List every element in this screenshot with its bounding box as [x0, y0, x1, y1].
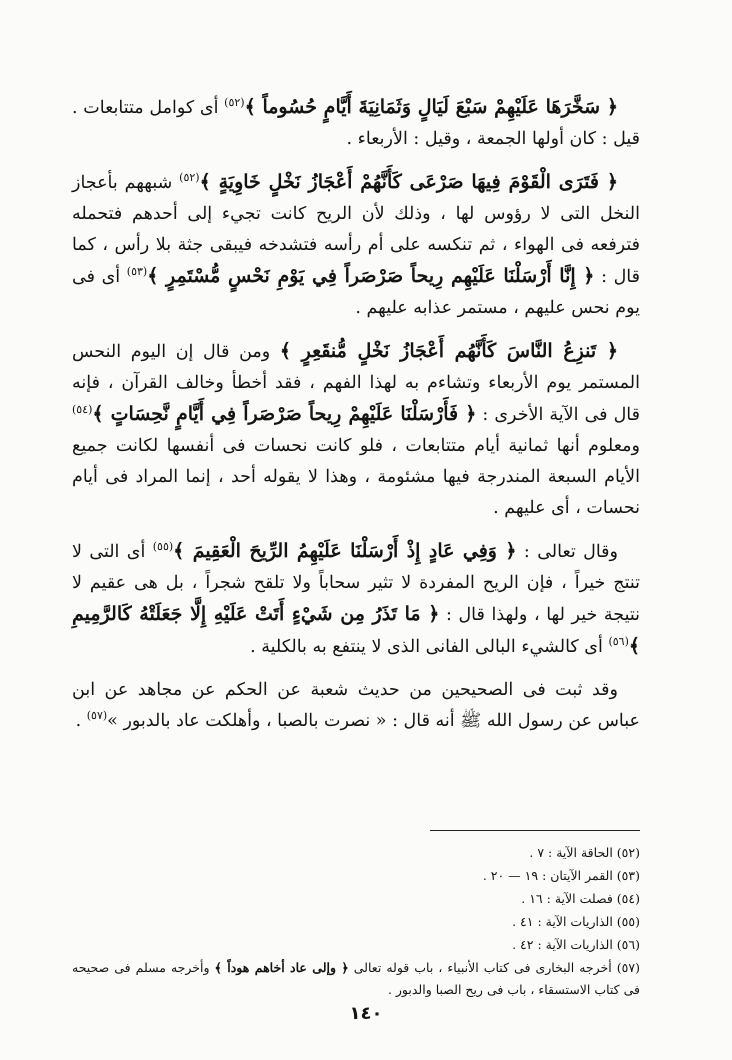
quran-verse: ﴿ مَا تَذَرُ مِن شَيْءٍ أَتَتْ عَلَيْهِ إِلَّا جَعَلَتْهُ كَالرَّمِيمِ ﴾ — [72, 603, 640, 657]
footnote-52 — [72, 842, 640, 864]
quran-verse: ﴿ فَتَرَى الْقَوْمَ فِيهَا صَرْعَى كَأَنَّهُمْ أَعْجَازُ نَخْلٍ خَاوِيَةٍ ﴾ — [199, 171, 618, 193]
quran-verse: ﴿ تَنزِعُ النَّاسَ كَأَنَّهُم أَعْجَازُ نَخْلٍ مُّنقَعِرٍ ﴾ — [279, 340, 618, 362]
paragraph-2 — [72, 167, 640, 324]
footnote-ref[interactable]: (٥٦) — [608, 635, 629, 649]
paragraph-1 — [72, 92, 640, 155]
quran-verse: ﴿ فَأَرْسَلْنَا عَلَيْهِمْ رِيحاً صَرْصَراً فِي أَيَّامٍ نَّحِسَاتٍ ﴾ — [92, 403, 477, 425]
body-text: شبههم بأعجاز النخل التى لا رؤوس لها ، وذلك لأن الريح كانت تجيء إلى أحدهم فتحمله فترفعه فى الهواء ، ثم تنكسه على أم رأسه فتشدخه فيبقى جثة بلا رأس ، كما قال : — [72, 173, 641, 287]
footnote-text: أخرجه البخارى فى كتاب الأنبياء ، باب قوله تعالى — [348, 960, 617, 975]
footnote-ref[interactable]: (٥٣) — [126, 265, 148, 279]
footnote-56 — [72, 934, 640, 956]
quran-verse: ﴿ وَفِي عَادٍ إِذْ أَرْسَلْنَا عَلَيْهِمُ الرِّيحَ الْعَقِيمَ ﴾ — [173, 540, 517, 562]
body-text: أى كالشيء البالى الفانى الذى لا ينتفع به بالكلية . — [250, 637, 609, 657]
footnote-number: (٥٤) — [616, 891, 640, 906]
footnote-number: (٥٥) — [616, 914, 640, 929]
body-text: وقال تعالى : — [516, 542, 618, 562]
footnote-verse: ﴿ وإلى عاد أخاهم هوداً ﴾ — [214, 960, 349, 975]
body-text: أى كوامل متتابعات . قيل : كان أولها الجمعة ، وقيل : الأربعاء . — [72, 98, 640, 149]
paragraph-3 — [72, 336, 640, 524]
footnote-ref[interactable]: (٥٧) — [86, 709, 108, 723]
footnote-text: فصلت الآية : ١٦ . — [521, 891, 617, 906]
footnote-number: (٥٣) — [616, 868, 640, 883]
body-text: ومن قال إن اليوم النحس المستمر يوم الأربعاء وتشاءم به لهذا الفهم ، فقد أخطأ وخالف القرآن ، فإنه قال فى الآية الأخرى : — [72, 342, 640, 425]
footnote-ref[interactable]: (٥٤) — [72, 403, 93, 417]
body-text: أى فى يوم نحس عليهم ، مستمر عذابه عليهم . — [72, 267, 640, 318]
body-text: أى التى لا تنتج خيراً ، فإن الريح المفردة لا تثير سحاباً ولا تلقح شجراً ، بل هى عقيم لا نتيجة خير لها ، ولهذا قال : — [72, 542, 640, 625]
quran-verse: ﴿ سَخَّرَهَا عَلَيْهِمْ سَبْعَ لَيَالٍ وَثَمَانِيَةَ أَيَّامٍ حُسُوماً ﴾ — [244, 96, 618, 118]
footnote-text: الذاريات الآية : ٤١ . — [512, 914, 617, 929]
body-text: . — [75, 711, 87, 731]
footnote-number: (٥٦) — [616, 937, 640, 952]
footnote-text: الحاقة الآية : ٧ . — [529, 845, 617, 860]
footnote-text: وأخرجه مسلم فى صحيحه فى كتاب الاستسقاء ، باب فى ريح الصبا والدبور . — [72, 960, 640, 997]
footnote-number: (٥٧) — [616, 960, 640, 975]
paragraph-5 — [72, 675, 640, 737]
page-number: ١٤٠ — [349, 1003, 383, 1024]
footnote-ref[interactable]: (٥٢) — [224, 96, 245, 110]
footnote-text: القمر الآيتان : ١٩ — ٢٠ . — [482, 868, 617, 883]
body-text: ومعلوم أنها ثمانية أيام متتابعات ، فلو كانت نحسات فى أنفسها لكانت جميع الأيام السبعة المندرجة فيها مشئومة ، وهذا لا يقوله أحد ، إنما المراد فى أيام نحسات ، أى عليهم . — [72, 436, 640, 518]
footnote-text: الذاريات الآية : ٤٢ . — [512, 937, 617, 952]
footnotes — [72, 842, 640, 1002]
footnote-number: (٥٢) — [616, 845, 640, 860]
footnote-53 — [72, 865, 640, 887]
body-text: وقد ثبت فى الصحيحين من حديث شعبة عن الحكم عن مجاهد عن ابن عباس عن رسول الله ﷺ أنه قال : « نصرت بالصبا ، وأهلكت عاد بالدبور » — [72, 680, 640, 731]
footnote-ref[interactable]: (٥٥) — [152, 540, 174, 554]
paragraph-4 — [72, 536, 640, 663]
footnote-55 — [72, 911, 640, 933]
footnote-54 — [72, 888, 640, 910]
footnote-ref[interactable]: (٥٢) — [179, 171, 200, 185]
footnote-57 — [72, 957, 640, 1001]
quran-verse: ﴿ إِنَّا أَرْسَلْنَا عَلَيْهِم رِيحاً صَرْصَراً فِي يَوْمِ نَحْسٍ مُّسْتَمِرٍ ﴾ — [147, 265, 595, 287]
footnote-divider — [430, 830, 640, 831]
